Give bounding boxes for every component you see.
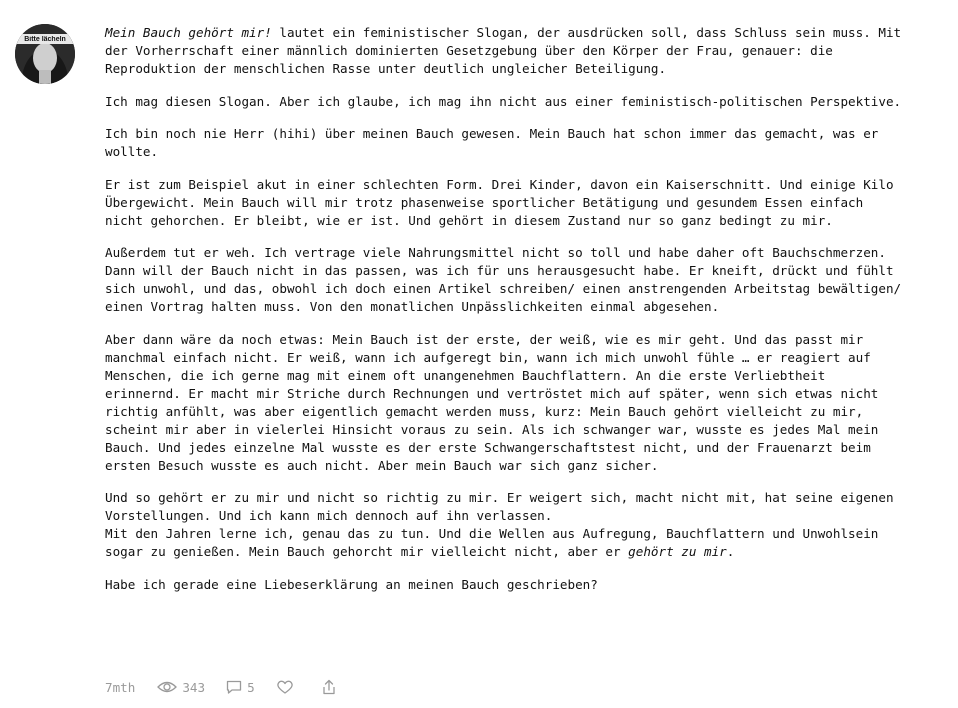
post-actions [105,678,336,696]
timestamp[interactable]: 7mth [105,679,136,695]
paragraph [105,24,905,78]
paragraph-text: Und so gehört er zu mir und nicht so richtig zu mir. Er weigert sich, macht nicht mit, hat seine eigenen Vorstellungen. Und ich kann mich dennoch auf ihn verlassen. [105,490,894,523]
avatar[interactable] [15,24,75,84]
heart-icon [277,680,293,694]
like-button[interactable] [277,680,293,694]
paragraph [105,176,905,230]
views-count: 343 [182,679,206,695]
paragraph [105,489,905,561]
paragraph [105,244,905,316]
paragraph [105,331,905,475]
paragraph-text: . [726,544,735,559]
paragraph [105,93,905,111]
comments-count: 5 [247,679,255,695]
paragraph [105,125,905,161]
eye-icon [157,680,177,694]
paragraph-text: Aber dann wäre da noch etwas: Mein Bauch ist der erste, der weiß, wie es mir geht. Und das passt mir manchmal einfach nicht. Er weiß, wann ich aufgeregt bin, wann ich mich unwohl fühle … er reagiert auf Menschen, die ich gerne mag mit einem oft unangenehmen Bauchflattern. An die erste Verliebtheit erinnernd. Er macht mir Striche durch Rechnungen und vertröstet mich auf später, wenn sich etwas nicht richtig anfühlt, was aber eigentlich gemacht werden muss, kurz: Mein Bauch gehört vielleicht zu mir, scheint mir aber in vielerlei Hinsicht voraus zu sein. Als ich schwanger war, wusste es jedes Mal mein Bauch. Und jedes einzelne Mal wusste es der erste Schwangerschaftstest nicht, und der Frauenarzt beim ersten Besuch wusste es auch nicht. Aber mein Bauch war sich ganz sicher. [105,331,879,473]
comment-icon [226,680,242,694]
views-stat [157,680,205,695]
share-button[interactable] [322,679,336,695]
paragraph-text: Ich mag diesen Slogan. Aber ich glaube, ich mag ihn nicht aus einer feministisch-politischen Perspektive. [105,93,902,109]
emphasized-text: Mein Bauch gehört mir! [105,25,272,40]
paragraph-text: Außerdem tut er weh. Ich vertrage viele Nahrungsmittel nicht so toll und habe daher oft Bauchschmerzen. Dann will der Bauch nicht in das passen, was ich für uns herausgesucht habe. Er kneift, drückt und fühlt sich unwohl, und das, obwohl ich doch einen Artikel schreiben/ einen anstrengenden Arbeitstag bewältigen/ einen Vortrag halten muss. Von den monatlichen Unpässlichkeiten einmal abgesehen. [105,245,902,314]
avatar-photo [15,24,75,84]
paragraph-text: Ich bin noch nie Herr (hihi) über meinen Bauch gewesen. Mein Bauch hat schon immer das gemacht, was er wollte. [105,126,879,159]
comments-button[interactable] [226,680,255,695]
avatar-text: Bitte lächeln [24,36,66,43]
share-icon [322,679,336,695]
paragraph-text: Er ist zum Beispiel akut in einer schlechten Form. Drei Kinder, davon ein Kaiserschnitt. Und einige Kilo Übergewicht. Mein Bauch will mir trotz phasenweise sportlicher Betätigung und gesundem Essen einfach nicht gehorchen. Er bleibt, wie er ist. Und gehört in diesem Zustand nur so ganz bedingt zu mir. [105,176,894,228]
paragraph-text: lautet ein feministischer Slogan, der ausdrücken soll, dass Schluss sein muss. Mit der Vorherrschaft einer männlich dominierten Gesetzgebung über den Körper der Frau, genauer: die Reproduktion der menschlichen Rasse unter deutlich ungleicher Beteiligung. [105,25,902,76]
emphasized-text: gehört zu mir [628,544,727,559]
paragraph-text: Habe ich gerade eine Liebeserklärung an meinen Bauch geschrieben? [105,576,598,592]
paragraph [105,576,905,594]
paragraph-text: Mit den Jahren lerne ich, genau das zu tun. Und die Wellen aus Aufregung, Bauchflattern und Unwohlsein sogar zu genießen. Mein Bauch gehorcht mir vielleicht nicht, aber er [105,526,879,559]
article-body [105,24,905,594]
